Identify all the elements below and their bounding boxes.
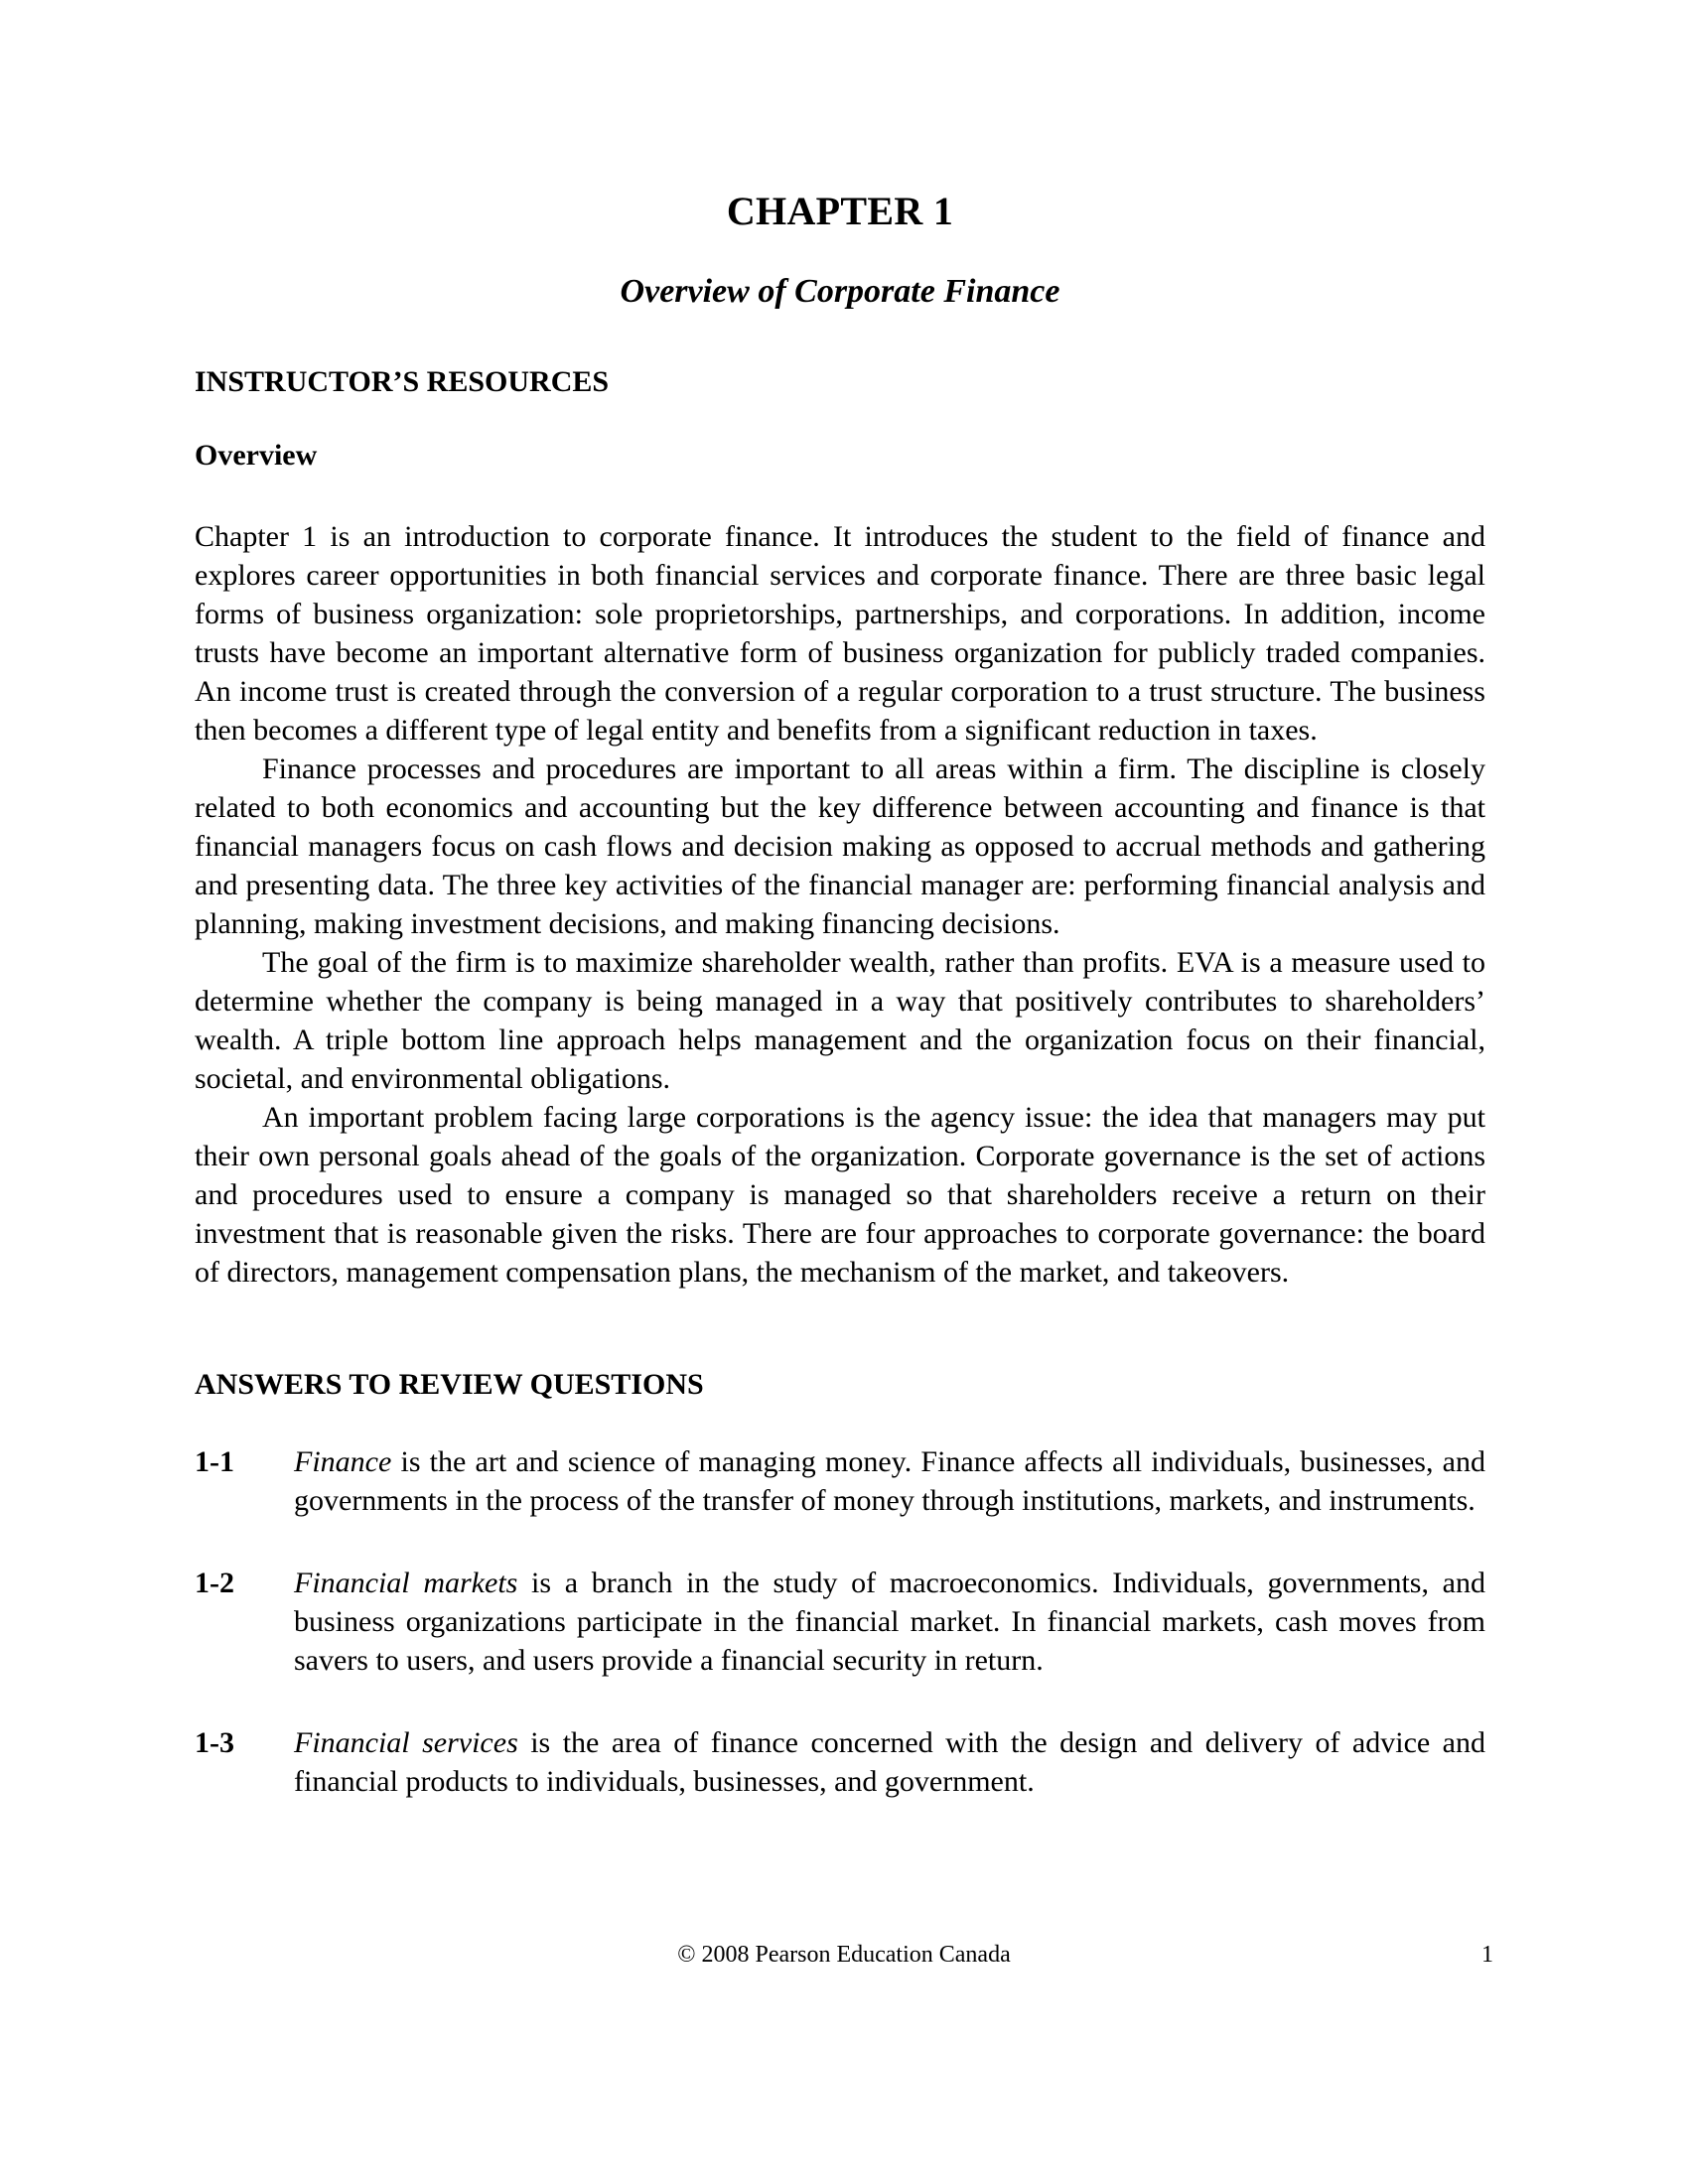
footer-page-number: 1 (1481, 1942, 1493, 1968)
page-footer (0, 1941, 1688, 1980)
review-answer-item (195, 1723, 1485, 1801)
review-answer-number: 1-1 (195, 1445, 234, 1479)
review-answers-list (195, 1403, 1485, 1801)
overview-paragraph-1: Chapter 1 is an introduction to corporate finance. It introduces the student to the field of finance and explores career opportunities in both financial services and corporate finance. There are three basic legal forms of business organization: sole proprietorships, partnerships, and corporations. In addition, income trusts have become an important alternative form of business organization for publicly traded companies. An income trust is created through the conversion of a regular corporation to a trust structure. The business then becomes a different type of legal entity and benefits from a significant reduction in taxes. (195, 520, 1485, 748)
page-content (195, 0, 1485, 1801)
overview-paragraph-4: An important problem facing large corporations is the agency issue: the idea that managers may put their own personal goals ahead of the goals of the organization. Corporate governance is the set of actions and procedures used to ensure a company is managed so that shareholders receive a return on their investment that is reasonable given the risks. There are four approaches to corporate governance: the board of directors, management compensation plans, the mechanism of the market, and takeovers. (195, 1101, 1485, 1290)
overview-body (195, 474, 1485, 1292)
chapter-title: CHAPTER 1 (726, 189, 954, 233)
section-heading-overview: Overview (195, 439, 318, 473)
chapter-subtitle: Overview of Corporate Finance (620, 273, 1060, 310)
review-answer-term: Financial markets (294, 1567, 518, 1600)
overview-paragraph-3: The goal of the firm is to maximize shareholder wealth, rather than profits. EVA is a measure used to determine whether the company is being managed in a way that positively contributes to shareholders’ wealth. A triple bottom line approach helps management and the organization focus on their financial, societal, and environmental obligations. (195, 946, 1485, 1096)
section-heading-answers-to-review-questions: ANSWERS TO REVIEW QUESTIONS (195, 1368, 704, 1402)
review-answer-number: 1-3 (195, 1726, 234, 1760)
review-answer-item (195, 1564, 1485, 1680)
review-answer-body: is the art and science of managing money. Finance affects all individuals, businesses, and governments in the process of the transfer of money through institutions, markets, and instruments. (294, 1445, 1485, 1518)
footer-copyright: © 2008 Pearson Education Canada (677, 1942, 1011, 1968)
overview-paragraph-2: Finance processes and procedures are important to all areas within a firm. The discipline is closely related to both economics and accounting but the key difference between accounting and finance is that financial managers focus on cash flows and decision making as opposed to accrual methods and gathering and presenting data. The three key activities of the financial manager are: performing financial analysis and planning, making investment decisions, and making financing decisions. (195, 752, 1485, 941)
review-answer-body: is a branch in the study of macroeconomics. Individuals, governments, and business organizations participate in the financial market. In financial markets, cash moves from savers to users, and users provide a financial security in return. (294, 1567, 1485, 1678)
review-answer-item (195, 1442, 1485, 1520)
review-answer-term: Finance (294, 1445, 392, 1479)
review-answer-text (294, 1564, 1485, 1680)
review-answer-body: is the area of finance concerned with the design and delivery of advice and financial products to individuals, businesses, and government. (294, 1726, 1485, 1799)
section-heading-instructors-resources: INSTRUCTOR’S RESOURCES (195, 365, 610, 399)
review-answer-text (294, 1442, 1485, 1520)
review-answer-text (294, 1723, 1485, 1801)
review-answer-term: Financial services (294, 1726, 518, 1760)
review-answer-number: 1-2 (195, 1567, 234, 1600)
